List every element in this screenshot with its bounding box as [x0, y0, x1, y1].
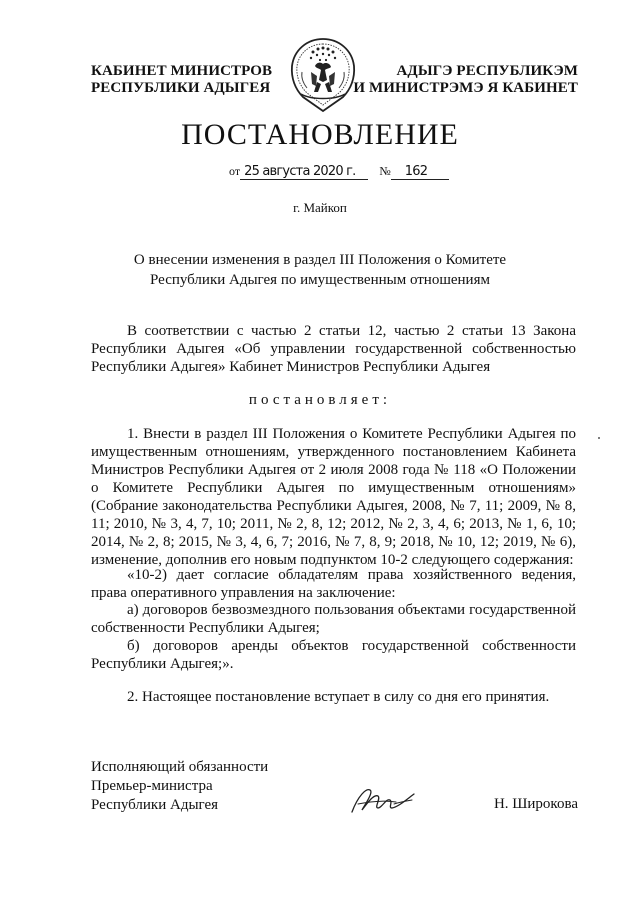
subpoint-b-paragraph: б) договоров аренды объектов государственной собственности Республики Адыгея;».	[91, 638, 576, 672]
signatory-title-line-1: Исполняющий обязанности	[91, 759, 269, 775]
scan-speck	[598, 437, 600, 439]
signatory-title	[91, 758, 268, 815]
handwritten-signature-icon	[348, 782, 418, 818]
item-1-paragraph: 1. Внести в раздел III Положения о Комитете Республики Адыгея по имущественным отношениям, утвержденного постановлением Кабинета Министров Республики Адыгея от 2 июля 2008 года № 118 «О Положении о Комитете Республики Адыгея по имущественным отношениям» (Собрание законодательства Республики Адыгея, 2008, № 7, 11; 2009, № 8, 11; 2010, № 3, 4, 7, 10; 2011, № 2, 8, 12; 2012, № 2, 3, 4, 6; 2013, № 1, 6, 10; 2014, № 2, 8; 2015, № 3, 4, 6, 7; 2016, № 7, 8, 9; 2018, № 10, 12; 2019, № 6), изменение, дополнив его новым подпунктом 10-2 следующего содержания:	[91, 426, 576, 568]
number-prefix: №	[379, 164, 391, 178]
header-right-line-2: И МИНИСТРЭМЭ Я КАБИНЕТ	[353, 80, 578, 96]
item-2-paragraph: 2. Настоящее постановление вступает в силу со дня его принятия.	[127, 689, 550, 705]
date-number-line	[229, 163, 449, 180]
date-value: 25 августа 2020 г.	[240, 164, 368, 180]
coat-of-arms-icon	[287, 36, 359, 114]
decree-word: постановляет:	[248, 392, 392, 408]
subpoint-10-2-paragraph: «10-2) дает согласие обладателям права хозяйственного ведения, права оперативного управления на заключение:	[91, 567, 576, 601]
signatory-title-line-3: Республики Адыгея	[91, 797, 219, 813]
header-right	[353, 63, 578, 97]
header-left-line-2: РЕСПУБЛИКИ АДЫГЕЯ	[91, 80, 271, 96]
date-prefix: от	[229, 164, 241, 178]
header-left	[91, 63, 272, 97]
subpoint-a-paragraph: а) договоров безвозмездного пользования объектами государственной собственности Республики Адыгея;	[91, 602, 576, 636]
preamble-paragraph: В соответствии с частью 2 статьи 12, частью 2 статьи 13 Закона Республики Адыгея «Об управлении государственной собственностью Республики Адыгея» Кабинет Министров Республики Адыгея	[91, 323, 576, 375]
document-subject: О внесении изменения в раздел III Положения о Комитете Республики Адыгея по имущественным отношениям	[133, 252, 507, 288]
header-right-line-1: АДЫГЭ РЕСПУБЛИКЭМ	[396, 63, 578, 79]
city-label: г. Майкоп	[293, 200, 347, 215]
signatory-title-line-2: Премьер-министра	[91, 778, 213, 794]
number-value: 162	[391, 164, 449, 180]
document-type-title: ПОСТАНОВЛЕНИЕ	[181, 118, 459, 151]
signatory-name: Н. Широкова	[493, 796, 578, 812]
header-left-line-1: КАБИНЕТ МИНИСТРОВ	[91, 63, 273, 79]
